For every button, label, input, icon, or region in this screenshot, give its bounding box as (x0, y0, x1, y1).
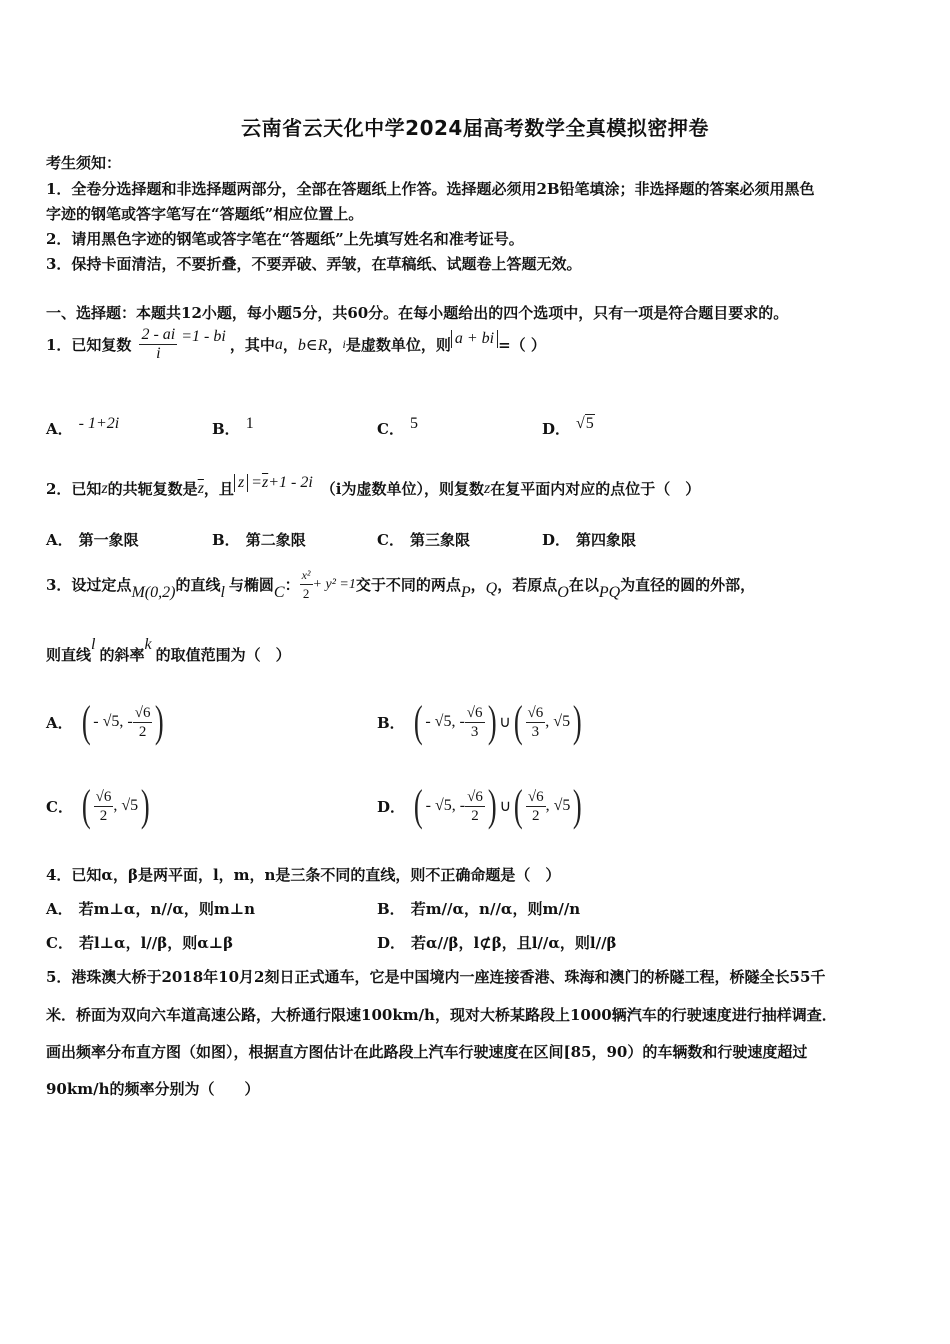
q3-line2-a: 则直线 (46, 646, 92, 664)
q3-option-a-interval: ( - √5, - $\frac{√6}{2}$ ) (81, 697, 165, 746)
q3-option-d-label: D． (377, 797, 406, 816)
notice-item-1: 1．全卷分选择题和非选择题两部分，全部在答题纸上作答。选择题必须用2B铅笔填涂；非选择题的答案必须用黑色 (46, 180, 815, 198)
q1-fraction: $\frac{2 - ai}{i}$ (141, 326, 176, 362)
q3-ellipse-fraction (300, 566, 313, 603)
q2-option-c-label: C． (377, 531, 404, 549)
q3-ellipse-c: C (273, 583, 285, 601)
question-5-line-1: 5．港珠澳大桥于2018年10月2刻日正式通车，它是中国境内一座连接香港、珠海和澳门的桥隧工程，桥隧全长55千 (46, 968, 826, 986)
q1-mid: ，其中 (229, 336, 275, 354)
q2-option-a-value: 第一象限 (78, 531, 139, 549)
q4-option-b-label: B． (377, 900, 405, 918)
question-1-stem (46, 326, 546, 363)
q3-d-sqrt5: , √5 (545, 797, 571, 814)
page-title: 云南省云天化中学2024届高考数学全真模拟密押卷 (241, 116, 709, 140)
q2-zbar-rhs: $\overline{z}$ (261, 473, 269, 491)
q2-option-b-label: B． (212, 531, 240, 549)
q3-a-den: 2 (138, 723, 147, 740)
q2-mid1: 的共轭复数是 (107, 480, 198, 498)
q4-option-a-label: A． (46, 900, 73, 918)
q3-option-b[interactable] (377, 697, 585, 746)
q3-option-a[interactable] (46, 697, 167, 746)
q3-a-num: √6 (134, 704, 151, 721)
q3-option-b-label: B． (377, 713, 405, 732)
q3-mid4: ，若原点 (497, 576, 558, 594)
q2-option-a-label: A． (46, 531, 73, 549)
q4-option-c-value: 若l⊥α，l//β，则α⊥β (78, 934, 234, 952)
q4-option-d[interactable] (377, 932, 617, 953)
q3-option-b-interval: ( - √5, - $\frac{√6}{3}$ ) ∪ ( $\frac{√6}{3}$ , √5 ) (413, 697, 582, 746)
q1-var-b: b∈R (297, 336, 328, 354)
q3-line2-c: 的取值范围为（ ） (155, 646, 291, 664)
q3-c-den: 2 (99, 807, 108, 824)
question-5-line-2: 米．桥面为双向六车道高速公路，大桥通行限速100km/h，现对大桥某路段上1000辆汽车的行驶速度进行抽样调查． (46, 1006, 837, 1024)
q1-sep2: ， (327, 336, 343, 354)
q2-prefix: 2．已知 (46, 480, 102, 498)
q1-abs: a + bi (451, 330, 498, 348)
q3-option-d-interval: ( - √5, - $\frac{√6}{2}$ ) ∪ ( $\frac{√6}{2}$ , √5 ) (413, 781, 583, 830)
q2-option-b[interactable] (212, 529, 306, 550)
notice-item-2: 2．请用黑色字迹的钢笔或答字笔在“答题纸”上先填写姓名和准考证号。 (46, 230, 524, 248)
q3-origin-o: O (557, 583, 569, 601)
q2-abs-z: z (234, 474, 248, 492)
q2-option-c-value: 第三象限 (409, 531, 470, 549)
q4-option-c[interactable] (46, 932, 233, 953)
q1-equation: =1 - bi (181, 327, 226, 345)
q3-colon: ： (284, 576, 300, 594)
q3-d-neg-sqrt5: - √5, - (425, 797, 466, 814)
question-5-line-3: 画出频率分布直方图（如图），根据直方图估计在此路段上汽车行驶速度在区间[85，90）的车辆数和行驶速度超过 (46, 1043, 808, 1061)
q3-option-c-label: C． (46, 797, 73, 816)
q1-sep: ， (282, 336, 298, 354)
q2-option-d-label: D． (542, 531, 571, 549)
q3-point-m: M(0,2) (131, 583, 176, 601)
q4-option-a[interactable] (46, 898, 255, 919)
q2-mid2: ，且 (203, 480, 234, 498)
q4-option-b[interactable] (377, 898, 580, 919)
q1-option-b-label: B． (212, 420, 240, 438)
q3-slope-k: k (144, 635, 152, 653)
q3-a-neg-sqrt5: - √5, - (93, 713, 133, 730)
question-3-stem-line2 (46, 635, 291, 665)
q1-option-d[interactable] (542, 415, 595, 439)
q1-suffix: =（ ） (498, 336, 546, 354)
q2-option-a[interactable] (46, 529, 139, 550)
q3-segment-pq: PQ (598, 583, 621, 601)
q4-option-c-label: C． (46, 934, 73, 952)
q3-ellipse-den: 2 (302, 586, 310, 601)
q1-i-glyph: i (342, 337, 346, 351)
q3-comma: ， (470, 576, 486, 594)
q3-mid5: 在以 (568, 576, 599, 594)
q2-zbar: $\overline{z}$ (197, 479, 204, 497)
q3-b-den1: 3 (470, 723, 479, 740)
q3-c-num: √6 (95, 788, 112, 805)
q2-mid3: （i为虚数单位），则复数 (320, 480, 484, 498)
q3-mid2: 与椭圆 (228, 576, 274, 594)
q1-option-a-value: - 1+2i (78, 415, 120, 432)
q4-option-d-value: 若α//β，l⊄β，且l//α，则l//β (411, 934, 617, 952)
q3-mid1: 的直线 (175, 576, 221, 594)
q2-option-c[interactable] (377, 529, 470, 550)
q3-prefix: 3．设过定点 (46, 576, 132, 594)
q3-b-den2: 3 (531, 723, 540, 740)
q4-option-a-value: 若m⊥α，n//α，则m⊥n (78, 900, 256, 918)
q2-option-b-value: 第二象限 (245, 531, 306, 549)
notice-item-1-cont: 字迹的钢笔或答字笔写在“答题纸”相应位置上。 (46, 205, 364, 223)
q2-option-d[interactable] (542, 529, 636, 550)
q1-option-c-value: 5 (409, 415, 418, 432)
q1-option-b-value: 1 (245, 415, 254, 432)
q1-prefix: 1．已知复数 (46, 336, 132, 354)
question-2-stem: 2．已知 z 的共轭复数是 $\overline{z}$ ，且 z $=\overline{z}$ +1 - 2i （i为虚数单位），则复数 z 在复平面内对应的点位于（ ） (46, 473, 701, 498)
q3-d-den2: 2 (531, 807, 540, 824)
q1-option-b[interactable] (212, 415, 254, 439)
q4-option-b-value: 若m//α，n//α，则m//n (410, 900, 581, 918)
q3-point-q: Q (485, 579, 498, 597)
q1-option-a-label: A． (46, 420, 73, 438)
q4-option-d-label: D． (377, 934, 406, 952)
q3-b-num1: √6 (466, 704, 483, 721)
q3-option-d[interactable] (377, 781, 585, 830)
q2-eq-rest: +1 - 2i (268, 473, 313, 491)
q3-b-sqrt5: , √5 (545, 713, 571, 730)
q1-option-d-radicand: 5 (585, 415, 594, 432)
q3-b-neg-sqrt5: - √5, - (425, 713, 465, 730)
q3-d-den1: 2 (471, 807, 479, 824)
q3-option-c-interval: ( $\frac{√6}{2}$ , √5 ) (81, 781, 150, 830)
question-4-stem: 4．已知α，β是两平面，l，m，n是三条不同的直线，则不正确命题是（ ） (46, 866, 561, 884)
notice-heading: 考生须知： (46, 154, 122, 172)
q3-ellipse-num: x² (300, 566, 313, 585)
q3-c-sqrt5: , √5 (113, 797, 139, 814)
q1-mid3: 是虚数单位，则 (345, 336, 451, 354)
section-heading: 一、选择题：本题共12小题，每小题5分，共60分。在每小题给出的四个选项中，只有一项是符合题目要求的。 (46, 304, 789, 322)
q1-option-d-label: D． (542, 420, 571, 438)
q2-z: z (101, 479, 108, 497)
q1-option-d-value: √5 (576, 415, 594, 432)
q2-option-d-value: 第四象限 (576, 531, 637, 549)
q3-option-a-label: A． (46, 713, 73, 732)
q1-option-c-label: C． (377, 420, 404, 438)
q3-line2-b: 的斜率 (99, 646, 145, 664)
q3-b-union: ∪ (499, 714, 511, 731)
q3-option-c[interactable] (46, 781, 153, 830)
q3-suffix: 为直径的圆的外部， (620, 576, 756, 594)
q3-mid3: 交于不同的两点 (355, 576, 461, 594)
q2-z2: z (483, 479, 491, 497)
q3-b-num2: √6 (527, 704, 544, 721)
q3-ellipse-rest: + y² =1 (312, 576, 356, 592)
question-3-stem (46, 566, 755, 603)
q1-option-a[interactable] (46, 415, 120, 439)
q3-point-p: P (460, 583, 471, 601)
notice-item-3: 3．保持卡面清洁，不要折叠，不要弄破、弄皱，在草稿纸、试题卷上答题无效。 (46, 255, 582, 273)
question-5-line-4: 90km/h的频率分别为（ ） (46, 1080, 260, 1098)
q3-d-union: ∪ (499, 798, 512, 815)
q1-var-a: a (274, 335, 283, 353)
q3-d-num1: √6 (467, 788, 483, 805)
q3-d-num2: √6 (527, 788, 544, 805)
q3-line-l: l (220, 583, 225, 601)
q3-line2-l: l (91, 635, 96, 653)
q1-option-c[interactable] (377, 415, 418, 439)
q2-suffix: 在复平面内对应的点位于（ ） (490, 480, 701, 498)
